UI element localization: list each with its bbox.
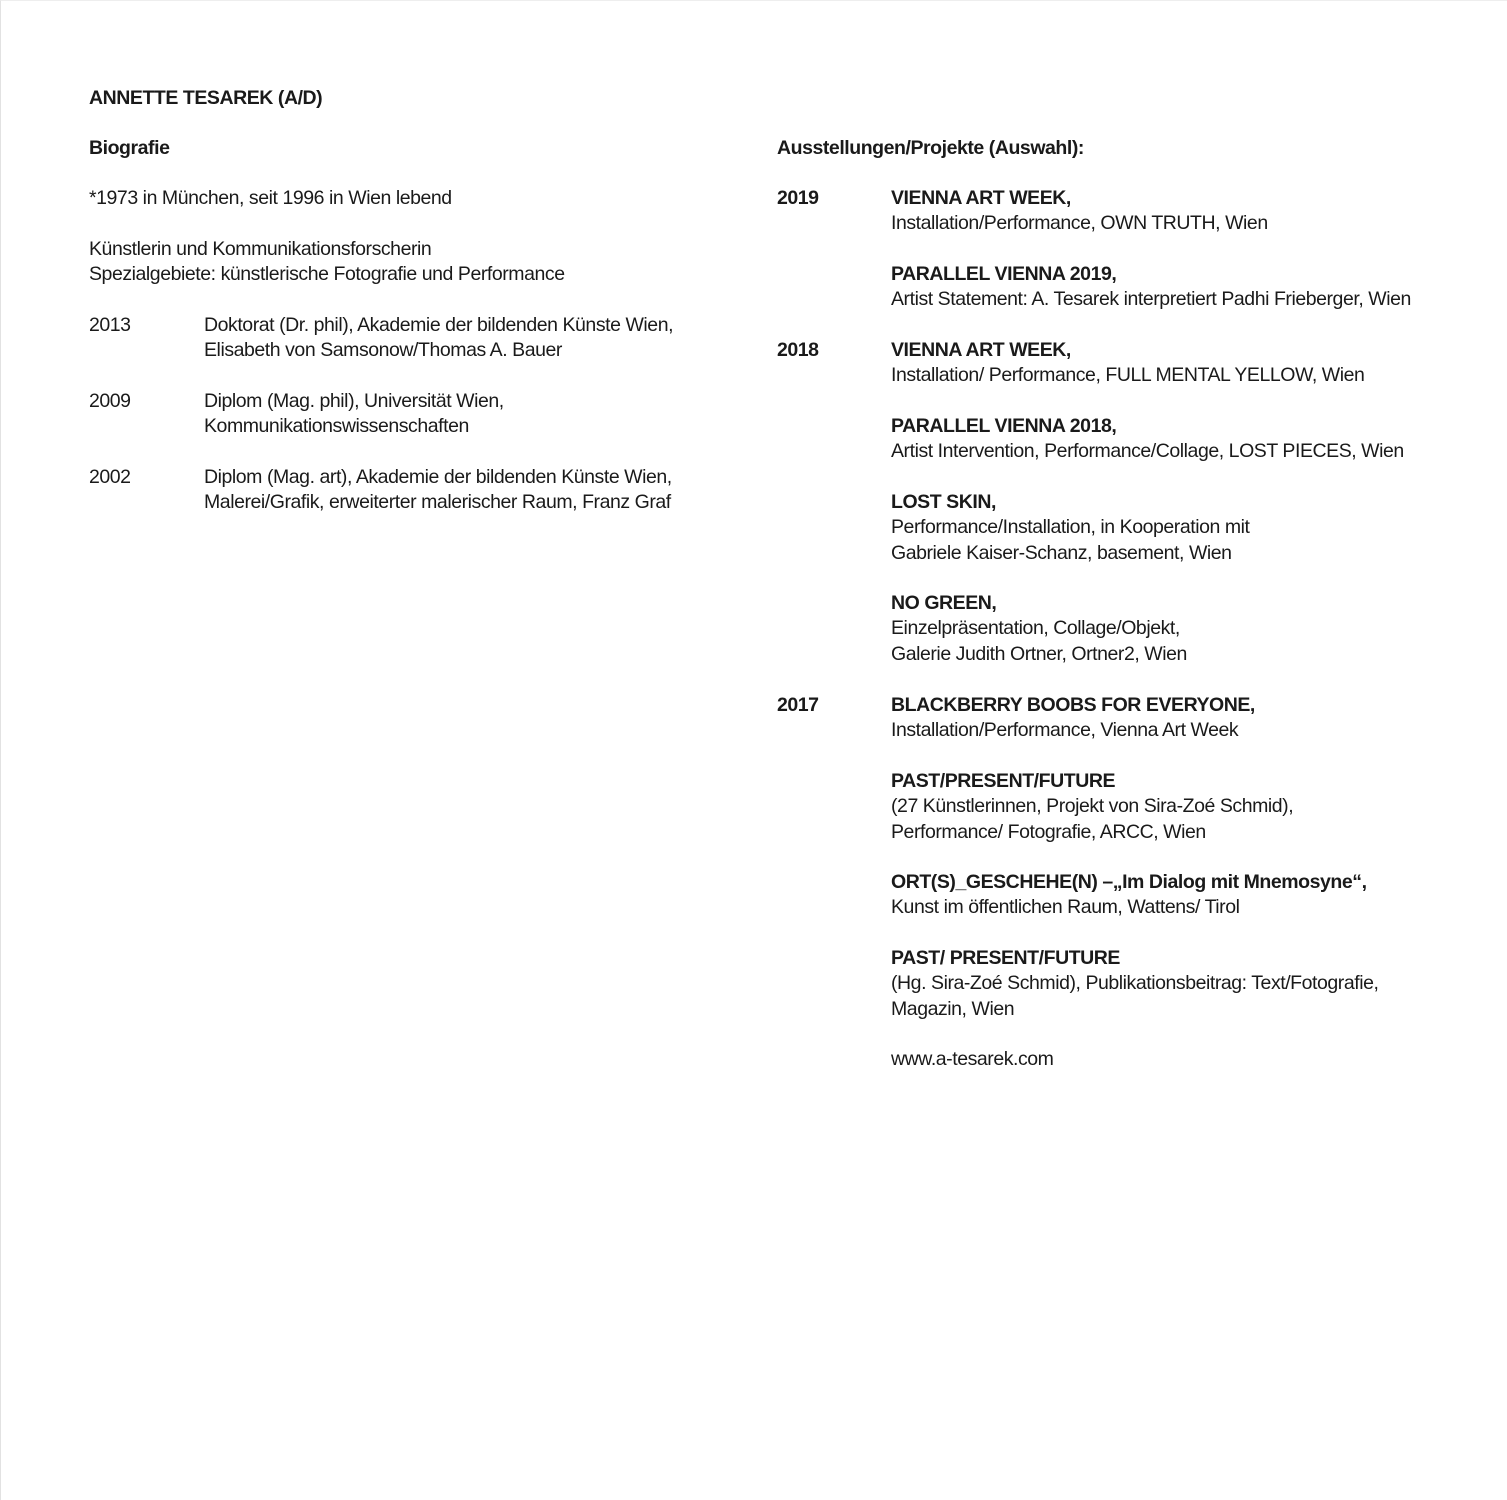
exhibition-title: LOST SKIN, <box>891 491 996 513</box>
exhibition-detail: Gabriele Kaiser-Schanz, basement, Wien <box>891 541 1232 564</box>
exhibition-entry <box>891 414 1404 465</box>
exhibition-detail: Artist Statement: A. Tesarek interpretiert Padhi Frieberger, Wien <box>891 288 1411 311</box>
exhibition-title: ORT(S)_GESCHEHE(N) –„Im Dialog mit Mnemosyne“, <box>891 871 1367 893</box>
education-line: Elisabeth von Samsonow/Thomas A. Bauer <box>204 339 562 362</box>
exhibition-detail: Performance/Installation, in Kooperation mit <box>891 516 1250 539</box>
exhibition-entry <box>891 693 1255 744</box>
exhibition-title: PARALLEL VIENNA 2019, <box>891 263 1117 285</box>
exhibition-entry <box>891 186 1268 237</box>
exhibitions-heading: Ausstellungen/Projekte (Auswahl): <box>777 137 1084 159</box>
exhibition-detail: Installation/ Performance, FULL MENTAL YELLOW, Wien <box>891 364 1365 387</box>
exhibition-year: 2018 <box>777 339 819 361</box>
exhibition-title: BLACKBERRY BOOBS FOR EVERYONE, <box>891 694 1255 716</box>
exhibition-detail: (Hg. Sira-Zoé Schmid), Publikationsbeitrag: Text/Fotografie, <box>891 972 1379 995</box>
exhibition-title: PAST/PRESENT/FUTURE <box>891 770 1116 792</box>
exhibition-year: 2017 <box>777 694 819 716</box>
exhibition-detail: Magazin, Wien <box>891 997 1015 1020</box>
exhibition-entry <box>891 338 1364 389</box>
exhibition-detail: Installation/Performance, OWN TRUTH, Wien <box>891 212 1268 235</box>
education-year: 2009 <box>89 390 131 412</box>
exhibition-entry <box>891 591 1187 667</box>
birth-info: *1973 in München, seit 1996 in Wien lebend <box>89 187 452 209</box>
education-year: 2002 <box>89 466 131 488</box>
profession-line: Spezialgebiete: künstlerische Fotografie und Performance <box>89 263 565 286</box>
exhibition-entry <box>891 870 1367 921</box>
education-line: Kommunikationswissenschaften <box>204 415 469 438</box>
exhibition-detail: Einzelpräsentation, Collage/Objekt, <box>891 617 1180 640</box>
profession-block <box>89 237 565 288</box>
exhibition-entry <box>891 946 1378 1022</box>
website-link[interactable]: www.a-tesarek.com <box>891 1048 1054 1070</box>
education-line: Diplom (Mag. art), Akademie der bildenden Künste Wien, <box>204 466 672 488</box>
exhibition-title: PAST/ PRESENT/FUTURE <box>891 947 1120 969</box>
exhibition-title: PARALLEL VIENNA 2018, <box>891 415 1117 437</box>
exhibition-detail: (27 Künstlerinnen, Projekt von Sira-Zoé Schmid), <box>891 795 1294 818</box>
profession-line: Künstlerin und Kommunikationsforscherin <box>89 238 432 260</box>
exhibition-detail: Installation/Performance, Vienna Art Week <box>891 719 1239 742</box>
biography-heading: Biografie <box>89 137 170 159</box>
exhibition-entry <box>891 262 1411 313</box>
exhibition-detail: Performance/ Fotografie, ARCC, Wien <box>891 820 1206 843</box>
artist-name-heading: ANNETTE TESAREK (A/D) <box>89 87 323 109</box>
education-description <box>204 465 672 516</box>
education-line: Doktorat (Dr. phil), Akademie der bildenden Künste Wien, <box>204 314 674 336</box>
exhibition-year: 2019 <box>777 187 819 209</box>
education-line: Malerei/Grafik, erweiterter malerischer Raum, Franz Graf <box>204 491 671 514</box>
exhibition-detail: Artist Intervention, Performance/Collage, LOST PIECES, Wien <box>891 440 1404 463</box>
education-year: 2013 <box>89 314 131 336</box>
exhibition-title: VIENNA ART WEEK, <box>891 339 1071 361</box>
exhibition-detail: Kunst im öffentlichen Raum, Wattens/ Tirol <box>891 896 1240 919</box>
education-line: Diplom (Mag. phil), Universität Wien, <box>204 390 504 412</box>
exhibition-title: VIENNA ART WEEK, <box>891 187 1071 209</box>
exhibition-entry <box>891 490 1249 566</box>
exhibition-entry <box>891 769 1293 845</box>
exhibition-detail: Galerie Judith Ortner, Ortner2, Wien <box>891 642 1187 665</box>
exhibition-title: NO GREEN, <box>891 592 997 614</box>
education-description <box>204 389 504 440</box>
education-description <box>204 313 673 364</box>
